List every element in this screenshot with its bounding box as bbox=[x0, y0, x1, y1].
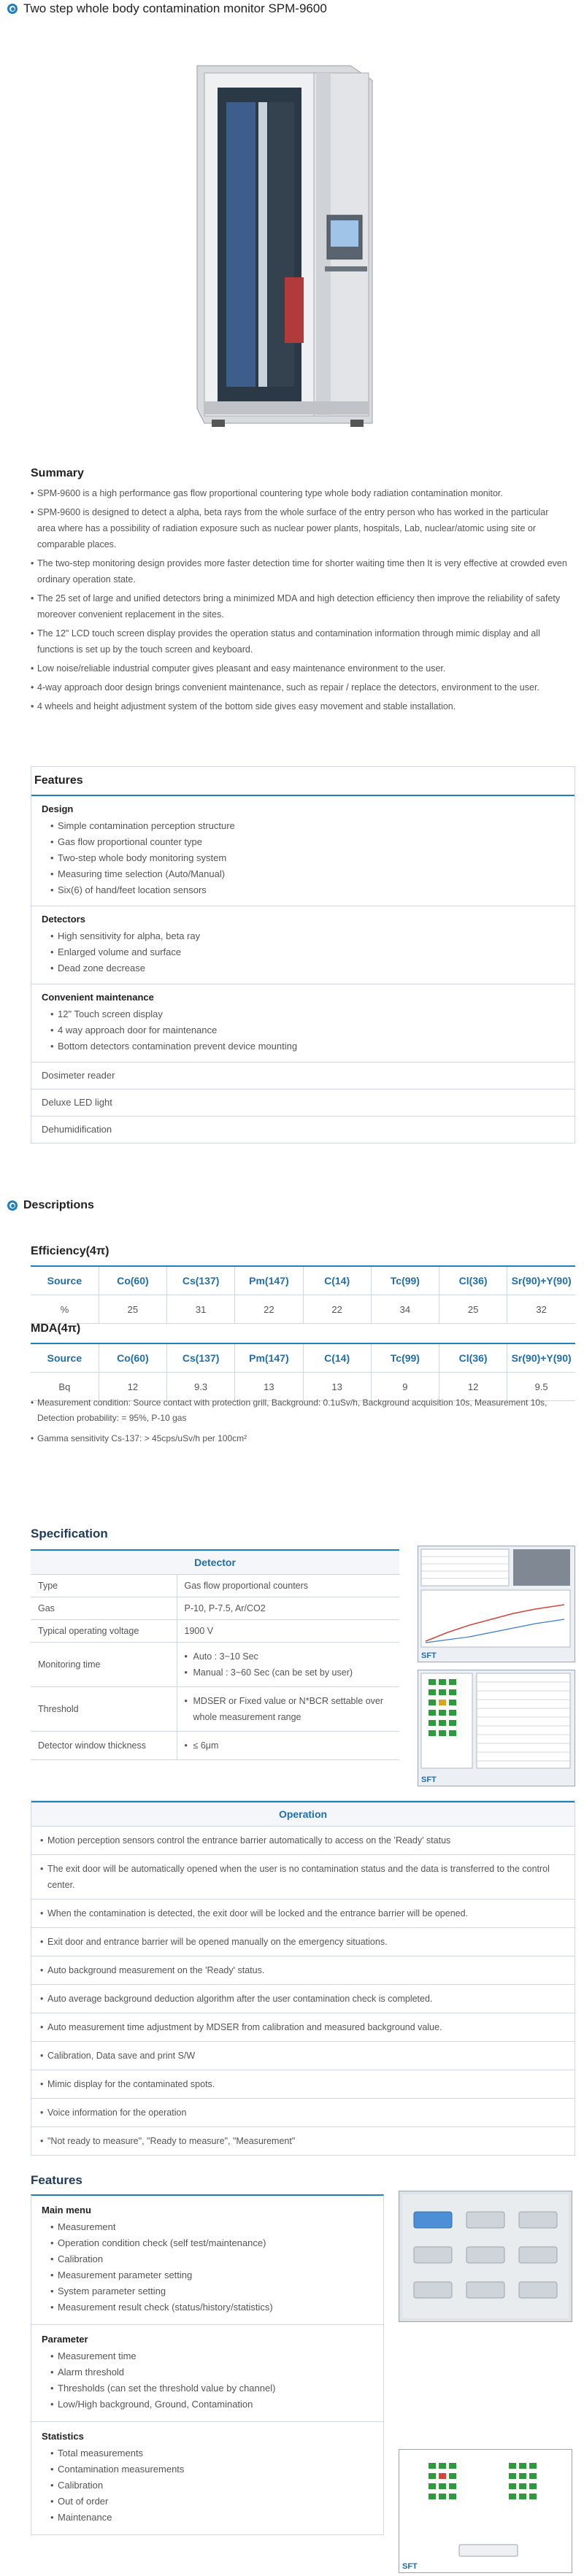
operation-box bbox=[31, 1800, 575, 2156]
feature-group-parameter bbox=[31, 2325, 383, 2422]
table-header: Pm(147) bbox=[235, 1266, 303, 1295]
spec-value-item: • Manual : 3~60 Sec (can be set by user) bbox=[185, 1665, 393, 1681]
table-cell: 12 bbox=[99, 1373, 166, 1401]
operation-item: • The exit door will be automatically opened when the user is no contamination status and the data is transferred to the control center. bbox=[31, 1855, 575, 1900]
software-screenshot-graph bbox=[418, 1546, 575, 1662]
feature-item: • Calibration bbox=[42, 2251, 373, 2267]
feature-group-title: Main menu bbox=[42, 2205, 91, 2216]
feature-item: • Low/High background, Ground, Contamination bbox=[42, 2396, 373, 2413]
specification-heading: Specification bbox=[31, 1527, 108, 1540]
operation-item: • Voice information for the operation bbox=[31, 2099, 575, 2127]
feature-item: • Total measurements bbox=[42, 2445, 373, 2461]
descriptions-bullet-icon bbox=[7, 1200, 18, 1211]
software-screenshot-statistics bbox=[399, 2449, 572, 2573]
mda-heading: MDA(4π) bbox=[31, 1322, 81, 1335]
feature-item: • Simple contamination perception structure bbox=[42, 818, 564, 834]
measurement-notes bbox=[31, 1395, 571, 1451]
feature-group-title: Convenient maintenance bbox=[42, 992, 154, 1003]
spec-label: Monitoring time bbox=[31, 1643, 177, 1687]
descriptions-heading-row bbox=[7, 1199, 94, 1212]
feature-item: • Measurement result check (status/history/statistics) bbox=[42, 2299, 373, 2315]
feature-item: • Operation condition check (self test/maintenance) bbox=[42, 2235, 373, 2251]
efficiency-table bbox=[31, 1265, 575, 1324]
table-header: Cl(36) bbox=[439, 1343, 507, 1373]
feature-item: • Dead zone decrease bbox=[42, 960, 564, 976]
summary-item: • SPM-9600 is designed to detect a alpha, beta rays from the whole surface of the entry person who has worked in the particular area where has a possibility of radiation exposure such as nuclear power plants, hospitals, Lab, nuclear/atomic using site or comparable places. bbox=[31, 504, 567, 552]
table-cell: 9 bbox=[371, 1373, 439, 1401]
feature-group-statistics bbox=[31, 2422, 383, 2534]
operation-item: • Mimic display for the contaminated spots. bbox=[31, 2070, 575, 2099]
table-header: Source bbox=[31, 1266, 99, 1295]
table-cell: 22 bbox=[303, 1295, 371, 1324]
operation-item: • Calibration, Data save and print S/W bbox=[31, 2042, 575, 2070]
mimic-screen-image bbox=[418, 1670, 575, 1786]
table-header: Sr(90)+Y(90) bbox=[507, 1343, 575, 1373]
feature-item: • Measuring time selection (Auto/Manual) bbox=[42, 866, 564, 882]
table-cell: 34 bbox=[371, 1295, 439, 1324]
spec-value bbox=[177, 1687, 399, 1732]
page-title-row bbox=[7, 1, 327, 16]
table-cell: 31 bbox=[167, 1295, 235, 1324]
feature-item: • Two-step whole body monitoring system bbox=[42, 850, 564, 866]
table-cell: 25 bbox=[439, 1295, 507, 1324]
spec-value: P-10, P-7.5, Ar/CO2 bbox=[177, 1597, 399, 1620]
note-item: • Measurement condition: Source contact with protection grill, Background: 0.1uSv/h, Background acquisition 10s, Measurement 10s, Detection probability: = 95%, P-10 gas bbox=[31, 1395, 571, 1426]
page-title: Two step whole body contamination monitor SPM-9600 bbox=[23, 1, 327, 15]
table-header: Sr(90)+Y(90) bbox=[507, 1266, 575, 1295]
summary-item: • The 12" LCD touch screen display provides the operation status and contamination information through mimic display and all functions is set up by the touch screen and keyboard. bbox=[31, 625, 567, 658]
feature-group-detectors bbox=[31, 906, 575, 984]
table-header: Tc(99) bbox=[371, 1343, 439, 1373]
software-screenshot-menu bbox=[399, 2191, 572, 2322]
feature-item: • Calibration bbox=[42, 2477, 373, 2494]
spec-value-item: • ≤ 6μm bbox=[185, 1738, 393, 1754]
feature-row: Deluxe LED light bbox=[31, 1090, 575, 1117]
table-cell: 13 bbox=[303, 1373, 371, 1401]
sft-logo: SFT bbox=[421, 1651, 437, 1660]
feature-group-design bbox=[31, 796, 575, 906]
operation-item: • Auto average background deduction algorithm after the user contamination check is completed. bbox=[31, 1985, 575, 2013]
feature-item: • System parameter setting bbox=[42, 2283, 373, 2299]
software-screenshot-mimic bbox=[418, 1670, 575, 1786]
feature-item: • 12" Touch screen display bbox=[42, 1006, 564, 1022]
feature-item: • Thresholds (can set the threshold value by channel) bbox=[42, 2380, 373, 2396]
spec-label: Typical operating voltage bbox=[31, 1620, 177, 1643]
feature-item: • Contamination measurements bbox=[42, 2461, 373, 2477]
feature-item: • Alarm threshold bbox=[42, 2364, 373, 2380]
spec-value: 1900 V bbox=[177, 1620, 399, 1643]
operation-item: • Auto background measurement on the 'Ready' status. bbox=[31, 1956, 575, 1985]
sft-logo: SFT bbox=[402, 2562, 418, 2571]
statistics-screen-image bbox=[399, 2450, 572, 2572]
software-features-box bbox=[31, 2194, 384, 2535]
summary-heading: Summary bbox=[31, 467, 84, 479]
note-item: • Gamma sensitivity Cs-137: > 45cps/uSv/h per 100cm² bbox=[31, 1431, 571, 1446]
table-header: C(14) bbox=[303, 1343, 371, 1373]
spec-value-item: • Auto : 3~10 Sec bbox=[185, 1648, 393, 1665]
features-box bbox=[31, 766, 575, 1144]
table-header: Co(60) bbox=[99, 1266, 166, 1295]
mda-table bbox=[31, 1343, 575, 1401]
table-cell: 12 bbox=[439, 1373, 507, 1401]
detector-header: Detector bbox=[31, 1550, 399, 1575]
product-image bbox=[182, 58, 402, 438]
operation-item: • "Not ready to measure", "Ready to measure", "Measurement" bbox=[31, 2127, 575, 2155]
table-cell: 13 bbox=[235, 1373, 303, 1401]
feature-item: • Measurement parameter setting bbox=[42, 2267, 373, 2283]
spec-label: Detector window thickness bbox=[31, 1732, 177, 1760]
feature-item: • Measurement time bbox=[42, 2348, 373, 2364]
operation-header: Operation bbox=[31, 1801, 575, 1827]
table-cell: 32 bbox=[507, 1295, 575, 1324]
table-header: Co(60) bbox=[99, 1343, 166, 1373]
summary-item: • The two-step monitoring design provides more faster detection time for shorter waiting time then It is very effective at crowded even ordinary operation state. bbox=[31, 555, 567, 587]
spec-label: Gas bbox=[31, 1597, 177, 1620]
summary-item: • 4 wheels and height adjustment system of the bottom side gives easy movement and stable installation. bbox=[31, 698, 567, 714]
spec-label: Threshold bbox=[31, 1687, 177, 1732]
feature-group-title: Parameter bbox=[42, 2334, 88, 2345]
table-header: Pm(147) bbox=[235, 1343, 303, 1373]
table-cell: Bq bbox=[31, 1373, 99, 1401]
table-cell: 9.3 bbox=[167, 1373, 235, 1401]
feature-item: • Six(6) of hand/feet location sensors bbox=[42, 882, 564, 898]
feature-row: Dosimeter reader bbox=[31, 1063, 575, 1090]
feature-item: • Gas flow proportional counter type bbox=[42, 834, 564, 850]
feature-item: • Maintenance bbox=[42, 2510, 373, 2526]
menu-screen-image bbox=[399, 2191, 572, 2321]
efficiency-heading: Efficiency(4π) bbox=[31, 1245, 110, 1257]
graph-screen-image bbox=[418, 1546, 575, 1662]
title-bullet-icon bbox=[7, 4, 18, 14]
spec-value: Gas flow proportional counters bbox=[177, 1575, 399, 1597]
feature-group-main-menu bbox=[31, 2196, 383, 2325]
spec-value bbox=[177, 1643, 399, 1687]
feature-item: • Bottom detectors contamination prevent device mounting bbox=[42, 1038, 564, 1054]
table-header: Source bbox=[31, 1343, 99, 1373]
detector-spec-table bbox=[31, 1549, 399, 1760]
spec-value bbox=[177, 1732, 399, 1760]
operation-item: • Auto measurement time adjustment by MDSER from calibration and measured background value. bbox=[31, 2013, 575, 2042]
operation-item: • Exit door and entrance barrier will be opened manually on the emergency situations. bbox=[31, 1928, 575, 1956]
sft-logo: SFT bbox=[421, 1775, 437, 1784]
feature-group-title: Statistics bbox=[42, 2431, 84, 2442]
feature-group-title: Detectors bbox=[42, 914, 85, 925]
spec-label: Type bbox=[31, 1575, 177, 1597]
table-header: Cs(137) bbox=[167, 1343, 235, 1373]
descriptions-heading: Descriptions bbox=[23, 1199, 94, 1211]
table-header: C(14) bbox=[303, 1266, 371, 1295]
table-cell: 22 bbox=[235, 1295, 303, 1324]
feature-group-title: Design bbox=[42, 803, 74, 814]
feature-item: • 4 way approach door for maintenance bbox=[42, 1022, 564, 1038]
summary-item: • The 25 set of large and unified detectors bring a minimized MDA and high detection efficiency then improve the reliability of safety moreover convenient replacement in the sites. bbox=[31, 590, 567, 622]
summary-item: • Low noise/reliable industrial computer gives pleasant and easy maintenance environment to the user. bbox=[31, 660, 567, 676]
table-header: Cs(137) bbox=[167, 1266, 235, 1295]
feature-item: • Enlarged volume and surface bbox=[42, 944, 564, 960]
feature-item: • Measurement bbox=[42, 2219, 373, 2235]
table-cell: % bbox=[31, 1295, 99, 1324]
table-header: Tc(99) bbox=[371, 1266, 439, 1295]
feature-row: Dehumidification bbox=[42, 1124, 112, 1135]
operation-item: • When the contamination is detected, the exit door will be locked and the entrance barrier will be opened. bbox=[31, 1900, 575, 1928]
feature-item: • Out of order bbox=[42, 2494, 373, 2510]
summary-item: • SPM-9600 is a high performance gas flow proportional countering type whole body radiation contamination monitor. bbox=[31, 485, 567, 501]
spec-value-item: • MDSER or Fixed value or N*BCR settable over whole measurement range bbox=[185, 1693, 393, 1725]
operation-item: • Motion perception sensors control the entrance barrier automatically to access on the 'Ready' status bbox=[31, 1827, 575, 1855]
table-cell: 25 bbox=[99, 1295, 166, 1324]
table-header: Cl(36) bbox=[439, 1266, 507, 1295]
features-heading: Features bbox=[31, 767, 575, 796]
feature-item: • High sensitivity for alpha, beta ray bbox=[42, 928, 564, 944]
feature-group-maintenance bbox=[31, 984, 575, 1063]
summary-item: • 4-way approach door design brings convenient maintenance, such as repair / replace the detectors, environment to the user. bbox=[31, 679, 567, 695]
features2-heading: Features bbox=[31, 2173, 82, 2187]
summary-list bbox=[31, 485, 567, 717]
table-cell: 9.5 bbox=[507, 1373, 575, 1401]
